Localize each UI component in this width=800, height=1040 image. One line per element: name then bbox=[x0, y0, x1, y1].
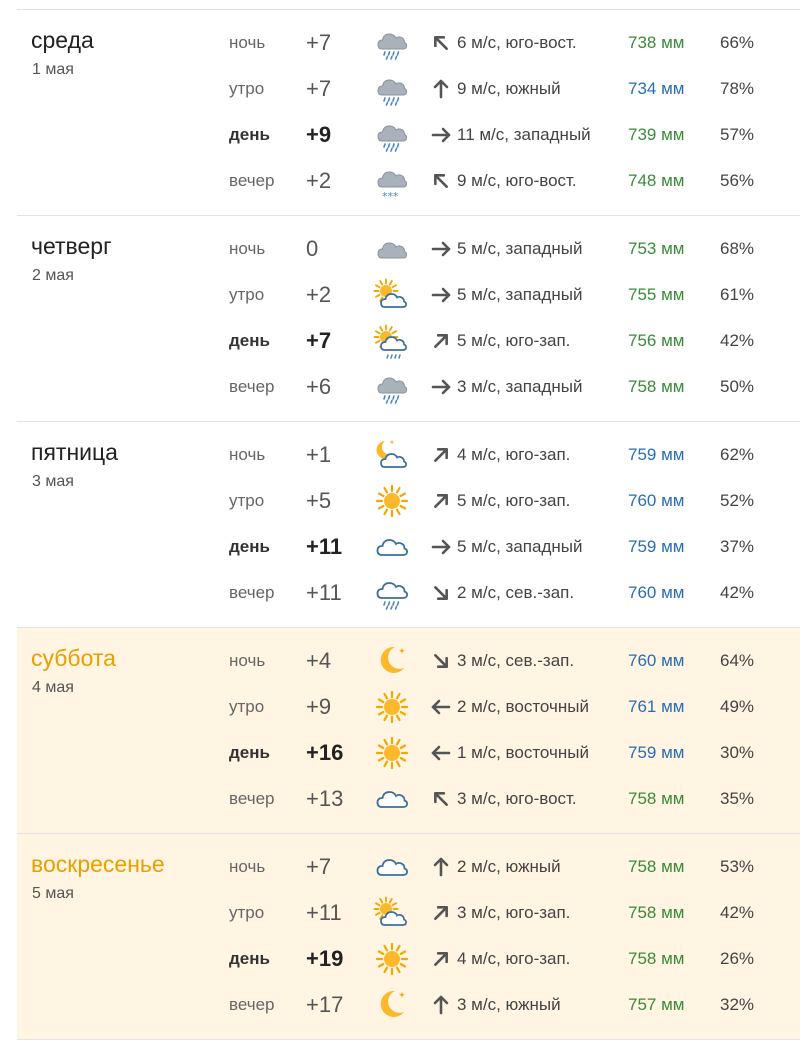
humidity: 30% bbox=[720, 743, 755, 762]
temperature: +11 bbox=[306, 534, 343, 559]
temperature: +13 bbox=[306, 786, 344, 811]
forecast-row bbox=[17, 776, 800, 822]
humidity: 37% bbox=[720, 537, 755, 556]
temperature: +11 bbox=[306, 580, 342, 605]
wind-text: 11 м/с, западный bbox=[457, 125, 591, 144]
time-of-day: утро bbox=[229, 491, 265, 510]
wind-arrow-icon bbox=[430, 364, 452, 410]
wind-text: 9 м/с, южный bbox=[457, 79, 561, 98]
humidity: 52% bbox=[720, 491, 755, 510]
pressure: 758 мм bbox=[628, 789, 685, 808]
temperature: +9 bbox=[306, 122, 332, 147]
wind-arrow-icon bbox=[430, 936, 452, 982]
sun-icon bbox=[369, 478, 415, 524]
cloud-rain-icon bbox=[369, 364, 415, 410]
wind-arrow-icon bbox=[430, 226, 452, 272]
sun-cloud-icon bbox=[369, 272, 415, 318]
pressure: 755 мм bbox=[628, 285, 685, 304]
wind-text: 4 м/с, юго-зап. bbox=[457, 949, 571, 968]
pressure: 760 мм bbox=[628, 583, 685, 602]
temperature: +7 bbox=[306, 76, 332, 101]
sun-icon bbox=[369, 730, 415, 776]
day-date: 3 мая bbox=[32, 473, 74, 490]
humidity: 64% bbox=[720, 651, 755, 670]
wind-text: 2 м/с, южный bbox=[457, 857, 561, 876]
time-of-day: ночь bbox=[229, 857, 266, 876]
wind-text: 5 м/с, юго-зап. bbox=[457, 491, 571, 510]
temperature: +19 bbox=[306, 946, 344, 971]
forecast-row bbox=[17, 158, 800, 204]
wind-text: 1 м/с, восточный bbox=[457, 743, 589, 762]
humidity: 42% bbox=[720, 583, 755, 602]
forecast-row bbox=[17, 936, 800, 982]
humidity: 57% bbox=[720, 125, 755, 144]
forecast-row bbox=[17, 318, 800, 364]
day-block bbox=[17, 834, 800, 1040]
wind-arrow-icon bbox=[430, 478, 452, 524]
pressure: 760 мм bbox=[628, 651, 685, 670]
wind-arrow-icon bbox=[430, 638, 452, 684]
pressure: 758 мм bbox=[628, 949, 685, 968]
cloud-rain-icon bbox=[369, 112, 415, 158]
wind-text: 2 м/с, восточный bbox=[457, 697, 589, 716]
humidity: 42% bbox=[720, 331, 755, 350]
temperature: +7 bbox=[306, 854, 332, 879]
pressure: 758 мм bbox=[628, 377, 685, 396]
temperature: +1 bbox=[306, 442, 332, 467]
time-of-day: утро bbox=[229, 903, 265, 922]
temperature: +6 bbox=[306, 374, 332, 399]
humidity: 42% bbox=[720, 903, 755, 922]
wind-arrow-icon bbox=[430, 982, 452, 1028]
moon-cloud-icon bbox=[369, 432, 415, 478]
forecast-row bbox=[17, 364, 800, 410]
forecast-row bbox=[17, 432, 800, 478]
wind-text: 3 м/с, сев.-зап. bbox=[457, 651, 575, 670]
cloud-rain-outline-icon bbox=[369, 570, 415, 616]
wind-text: 9 м/с, юго-вост. bbox=[457, 171, 577, 190]
day-date: 2 мая bbox=[32, 267, 74, 284]
temperature: +17 bbox=[306, 992, 344, 1017]
wind-arrow-icon bbox=[430, 158, 452, 204]
pressure: 759 мм bbox=[628, 537, 685, 556]
pressure: 756 мм bbox=[628, 331, 685, 350]
cloud-outline-icon bbox=[369, 776, 415, 822]
humidity: 35% bbox=[720, 789, 755, 808]
day-block bbox=[17, 422, 800, 628]
time-of-day: ночь bbox=[229, 33, 266, 52]
wind-text: 5 м/с, западный bbox=[457, 239, 583, 258]
pressure: 753 мм bbox=[628, 239, 685, 258]
temperature: +5 bbox=[306, 488, 332, 513]
pressure: 758 мм bbox=[628, 903, 685, 922]
cloud-outline-icon bbox=[369, 524, 415, 570]
cloud-icon bbox=[369, 226, 415, 272]
humidity: 68% bbox=[720, 239, 755, 258]
time-of-day: ночь bbox=[229, 239, 266, 258]
moon-icon bbox=[369, 638, 415, 684]
forecast-row bbox=[17, 524, 800, 570]
pressure: 738 мм bbox=[628, 33, 685, 52]
forecast-row bbox=[17, 982, 800, 1028]
forecast-row bbox=[17, 730, 800, 776]
sun-icon bbox=[369, 936, 415, 982]
time-of-day: вечер bbox=[229, 583, 275, 602]
day-name: суббота bbox=[31, 645, 116, 671]
cloud-snow-icon bbox=[369, 158, 415, 204]
temperature: 0 bbox=[306, 236, 319, 261]
wind-arrow-icon bbox=[430, 66, 452, 112]
wind-text: 6 м/с, юго-вост. bbox=[457, 33, 577, 52]
wind-arrow-icon bbox=[430, 890, 452, 936]
humidity: 78% bbox=[720, 79, 755, 98]
temperature: +2 bbox=[306, 282, 332, 307]
day-block bbox=[17, 216, 800, 422]
sun-cloud-icon bbox=[369, 890, 415, 936]
time-of-day: утро bbox=[229, 79, 265, 98]
wind-text: 5 м/с, юго-зап. bbox=[457, 331, 571, 350]
forecast-row bbox=[17, 272, 800, 318]
wind-arrow-icon bbox=[430, 776, 452, 822]
day-date: 5 мая bbox=[32, 885, 74, 902]
forecast-row bbox=[17, 638, 800, 684]
wind-arrow-icon bbox=[430, 730, 452, 776]
pressure: 739 мм bbox=[628, 125, 685, 144]
day-name: четверг bbox=[31, 233, 112, 259]
day-name: среда bbox=[31, 27, 94, 53]
time-of-day: день bbox=[229, 743, 270, 762]
time-of-day: утро bbox=[229, 697, 265, 716]
temperature: +7 bbox=[306, 328, 332, 353]
wind-text: 5 м/с, западный bbox=[457, 537, 583, 556]
wind-text: 5 м/с, западный bbox=[457, 285, 583, 304]
day-name: пятница bbox=[31, 439, 118, 465]
pressure: 760 мм bbox=[628, 491, 685, 510]
temperature: +4 bbox=[306, 648, 332, 673]
temperature: +16 bbox=[306, 740, 344, 765]
wind-arrow-icon bbox=[430, 684, 452, 730]
pressure: 761 мм bbox=[628, 697, 685, 716]
wind-text: 2 м/с, сев.-зап. bbox=[457, 583, 575, 602]
wind-text: 4 м/с, юго-зап. bbox=[457, 445, 571, 464]
wind-arrow-icon bbox=[430, 20, 452, 66]
time-of-day: вечер bbox=[229, 995, 275, 1014]
wind-arrow-icon bbox=[430, 844, 452, 890]
wind-text: 3 м/с, юго-зап. bbox=[457, 903, 571, 922]
wind-arrow-icon bbox=[430, 524, 452, 570]
time-of-day: вечер bbox=[229, 171, 275, 190]
temperature: +11 bbox=[306, 900, 342, 925]
pressure: 758 мм bbox=[628, 857, 685, 876]
day-name: воскресенье bbox=[31, 851, 165, 877]
humidity: 53% bbox=[720, 857, 755, 876]
humidity: 32% bbox=[720, 995, 755, 1014]
forecast-row bbox=[17, 226, 800, 272]
pressure: 757 мм bbox=[628, 995, 685, 1014]
temperature: +2 bbox=[306, 168, 332, 193]
time-of-day: день bbox=[229, 331, 270, 350]
wind-text: 3 м/с, юго-вост. bbox=[457, 789, 577, 808]
wind-arrow-icon bbox=[430, 432, 452, 478]
wind-arrow-icon bbox=[430, 570, 452, 616]
day-date: 1 мая bbox=[32, 61, 74, 78]
temperature: +7 bbox=[306, 30, 332, 55]
humidity: 61% bbox=[720, 285, 755, 304]
humidity: 49% bbox=[720, 697, 755, 716]
humidity: 56% bbox=[720, 171, 755, 190]
time-of-day: день bbox=[229, 125, 270, 144]
cloud-rain-icon bbox=[369, 20, 415, 66]
time-of-day: день bbox=[229, 949, 270, 968]
cloud-rain-icon bbox=[369, 66, 415, 112]
day-date: 4 мая bbox=[32, 679, 74, 696]
moon-icon bbox=[369, 982, 415, 1028]
pressure: 759 мм bbox=[628, 743, 685, 762]
svg-text:***: *** bbox=[382, 190, 399, 203]
humidity: 50% bbox=[720, 377, 755, 396]
sun-icon bbox=[369, 684, 415, 730]
humidity: 66% bbox=[720, 33, 755, 52]
forecast-row bbox=[17, 66, 800, 112]
forecast-row bbox=[17, 570, 800, 616]
wind-arrow-icon bbox=[430, 112, 452, 158]
pressure: 759 мм bbox=[628, 445, 685, 464]
temperature: +9 bbox=[306, 694, 332, 719]
time-of-day: день bbox=[229, 537, 270, 556]
cloud-outline-icon bbox=[369, 844, 415, 890]
wind-text: 3 м/с, западный bbox=[457, 377, 583, 396]
forecast-row bbox=[17, 478, 800, 524]
wind-arrow-icon bbox=[430, 318, 452, 364]
forecast-row bbox=[17, 844, 800, 890]
time-of-day: вечер bbox=[229, 377, 275, 396]
forecast-row bbox=[17, 20, 800, 66]
forecast-row bbox=[17, 890, 800, 936]
time-of-day: утро bbox=[229, 285, 265, 304]
pressure: 734 мм bbox=[628, 79, 685, 98]
forecast-row bbox=[17, 112, 800, 158]
forecast-row bbox=[17, 684, 800, 730]
time-of-day: вечер bbox=[229, 789, 275, 808]
day-block bbox=[17, 10, 800, 216]
sun-cloud-rain-icon bbox=[369, 318, 415, 364]
pressure: 748 мм bbox=[628, 171, 685, 190]
humidity: 26% bbox=[720, 949, 755, 968]
wind-text: 3 м/с, южный bbox=[457, 995, 561, 1014]
wind-arrow-icon bbox=[430, 272, 452, 318]
time-of-day: ночь bbox=[229, 445, 266, 464]
time-of-day: ночь bbox=[229, 651, 266, 670]
humidity: 62% bbox=[720, 445, 755, 464]
day-block bbox=[17, 628, 800, 834]
